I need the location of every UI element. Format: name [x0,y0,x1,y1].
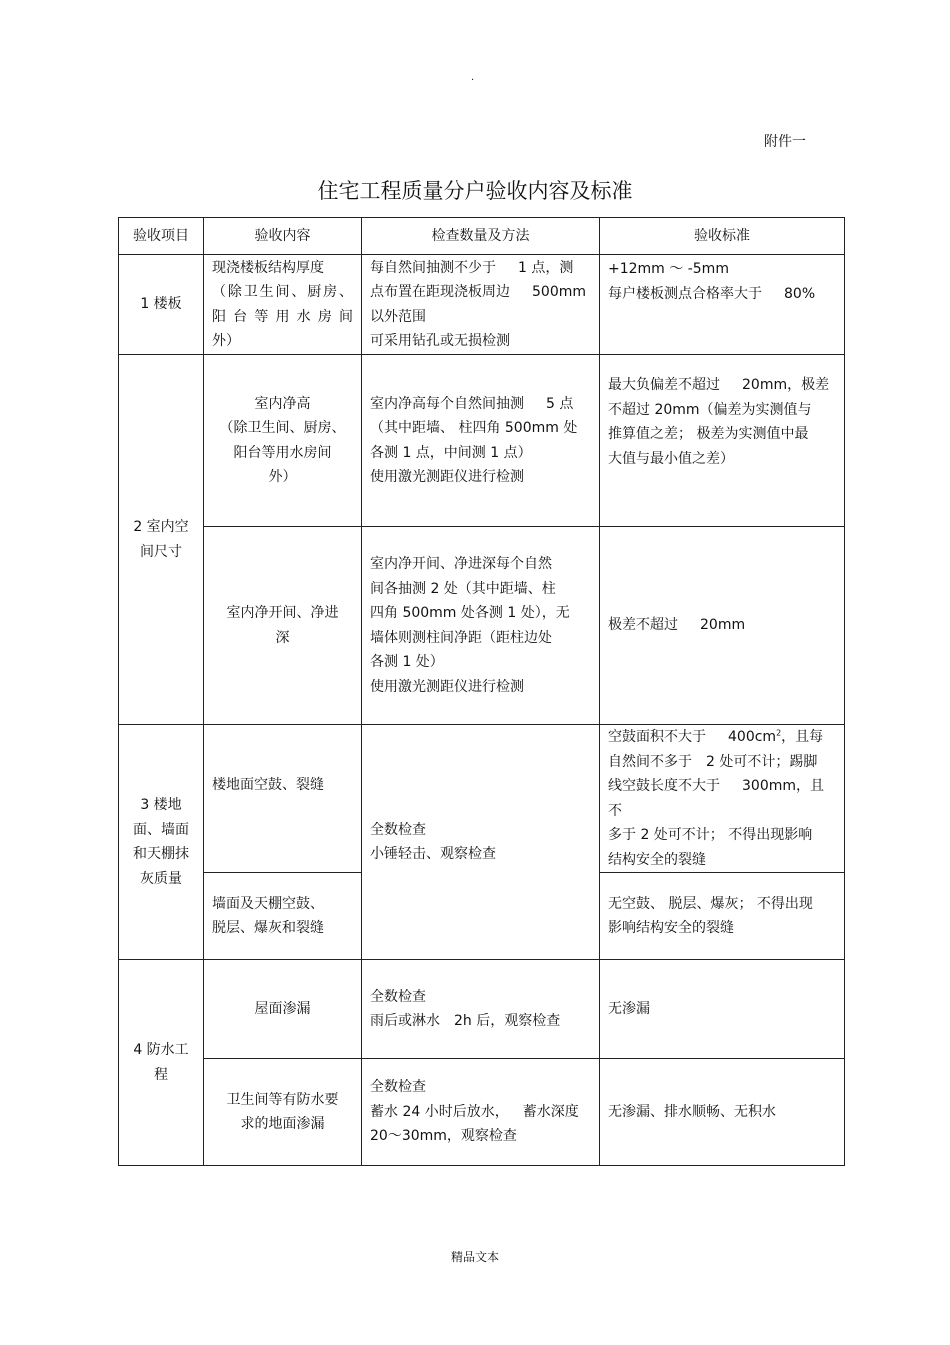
row3a-content: 楼地面空鼓、裂缝 [204,725,362,873]
text-seg: 80% [784,285,816,302]
text-line: 2 室内空 [133,519,189,535]
row4a-content: 屋面渗漏 [204,960,362,1059]
text-line: 深 [275,629,290,646]
text-seg: 线空鼓长度不大于 [608,778,720,794]
text-line: 可采用钻孔或无损检测 [370,333,510,349]
header-method: 检查数量及方法 [362,218,600,255]
row2a-standard [600,355,845,527]
row3b-standard [600,873,845,960]
row4b-content [204,1059,362,1166]
text-line [370,1009,591,1034]
text-line [608,725,836,750]
row2b-standard [600,527,845,725]
text-line [370,256,591,281]
text-line: 现浇楼板结构厚度 [212,259,324,276]
text-seg: 蓄水 24 小时后放水， [370,1103,509,1120]
text-line: 阳 台 等 用 水 房 间 [212,308,353,325]
text-line: 灰质量 [140,870,182,887]
row4a-method [362,960,600,1059]
text-line: 全数检查 [370,821,426,838]
text-line: 大值与最小值之差） [608,450,734,467]
text-line: 使用激光测距仪进行检测 [370,469,524,485]
text-line: （其中距墙、 柱四角 500mm 处 [370,420,578,436]
text-seg: 20mm，极差 [742,377,830,393]
text-line: 室内净高 [254,395,311,412]
text-seg: 2 处可不计；踢脚 [706,753,818,770]
text-line: 小锤轻击、观察检查 [370,846,496,862]
text-seg: 1 点，测 [518,259,574,276]
header-content: 验收内容 [204,218,362,255]
text-line: 间各抽测 2 处（其中距墙、柱 [370,580,556,597]
text-seg: 20mm [700,617,746,634]
text-line: 四角 500mm 处各测 1 处），无 [370,605,570,621]
text-line: 全数检查 [370,988,426,1005]
text-line: 无空鼓、 脱层、爆灰； 不得出现 [608,895,813,912]
row1-standard [600,255,845,355]
text-line: 以外范围 [370,308,426,325]
row3-method [362,725,600,960]
text-line [608,750,836,775]
text-line: 使用激光测距仪进行检测 [370,678,524,695]
text-line [608,774,836,823]
text-line: 脱层、爆灰和裂缝 [212,920,324,936]
text-line: 20～30mm，观察检查 [370,1128,517,1145]
text-line [608,282,836,307]
row1-method [362,255,600,355]
row1-item: 1 楼板 [119,255,204,355]
row4b-method [362,1059,600,1166]
row3b-content [204,873,362,960]
text-seg: 400cm [728,729,777,745]
page-dot: . [471,72,475,83]
acceptance-table [118,217,845,1166]
header-standard: 验收标准 [600,218,845,255]
text-line: 各测 1 点，中间测 1 点） [370,444,532,461]
table-row [119,960,845,1059]
header-item: 验收项目 [119,218,204,255]
table-row [119,725,845,873]
text-line: 和天棚抹 [133,846,189,862]
text-line: 多于 2 处可不计； 不得出现影响 [608,827,813,843]
row3a-standard [600,725,845,873]
text-line [608,613,836,638]
row1-content [204,255,362,355]
row3-item [119,725,204,960]
text-seg: ，且每 [781,729,824,745]
text-line: 墙面及天棚空鼓、 [212,895,324,912]
text-line: 室内净开间、净进 [226,605,339,621]
row4-item [119,960,204,1166]
text-line: 3 楼地 [140,797,182,813]
text-line: 面、墙面 [133,821,189,838]
table-row [119,355,845,527]
table-header-row [119,218,845,255]
text-line: 卫生间等有防水要 [226,1091,339,1108]
text-line: 间尺寸 [140,543,182,560]
text-line [370,392,591,417]
text-line: 结构安全的裂缝 [608,851,706,868]
text-line: （除卫生间、厨房、 [212,284,353,300]
text-line [608,373,836,398]
text-line [370,280,591,305]
text-line: 外） [212,333,240,349]
annex-label: 附件一 [764,134,806,150]
text-line: 影响结构安全的裂缝 [608,920,734,936]
text-line: 推算值之差； 极差为实测值中最 [608,426,809,442]
row2-item [119,355,204,725]
text-seg: 2h 后，观察检查 [454,1013,561,1029]
text-seg: 5 点 [546,395,574,412]
text-line: 求的地面渗漏 [240,1116,325,1132]
text-line: +12mm ～ -5mm [608,261,729,277]
row2b-content [204,527,362,725]
text-seg: 300mm，且不 [608,778,824,819]
text-seg: 最大负偏差不超过 [608,377,720,393]
text-seg: 室内净高每个自然间抽测 [370,395,524,412]
text-line: 墙体则测柱间净距（距柱边处 [370,629,552,646]
row4b-standard: 无渗漏、排水顺畅、无积水 [600,1059,845,1166]
text-seg: 极差不超过 [608,617,678,634]
text-seg: 蓄水深度 [522,1103,579,1120]
text-line [370,1100,591,1125]
text-seg: 空鼓面积不大于 [608,729,706,745]
text-line: 阳台等用水房间 [233,444,332,461]
row4a-standard: 无渗漏 [600,960,845,1059]
text-line: 室内净开间、净进深每个自然 [370,556,552,572]
text-seg: 500mm [532,284,586,300]
table-row [119,527,845,725]
text-line: 各测 1 处） [370,654,444,670]
text-line: 程 [154,1066,168,1083]
row2a-content [204,355,362,527]
page-title: 住宅工程质量分户验收内容及标准 [317,179,633,203]
text-line: 外） [268,469,297,485]
text-line: 4 防水工 [133,1042,189,1058]
page-footer: 精品文本 [450,1250,499,1264]
text-line: （除卫生间、厨房、 [219,420,346,436]
text-line: 不超过 20mm（偏差为实测值与 [608,401,812,418]
text-seg: 每户楼板测点合格率大于 [608,285,762,302]
text-seg: 点布置在距现浇板周边 [370,284,510,300]
text-seg: 雨后或淋水 [370,1013,440,1029]
row2a-method [362,355,600,527]
text-line: 全数检查 [370,1079,426,1096]
text-seg: 自然间不多于 [608,753,692,770]
table-row [119,255,845,355]
superscript: 2 [776,728,782,738]
row2b-method [362,527,600,725]
table-row [119,1059,845,1166]
text-seg: 每自然间抽测不少于 [370,259,496,276]
